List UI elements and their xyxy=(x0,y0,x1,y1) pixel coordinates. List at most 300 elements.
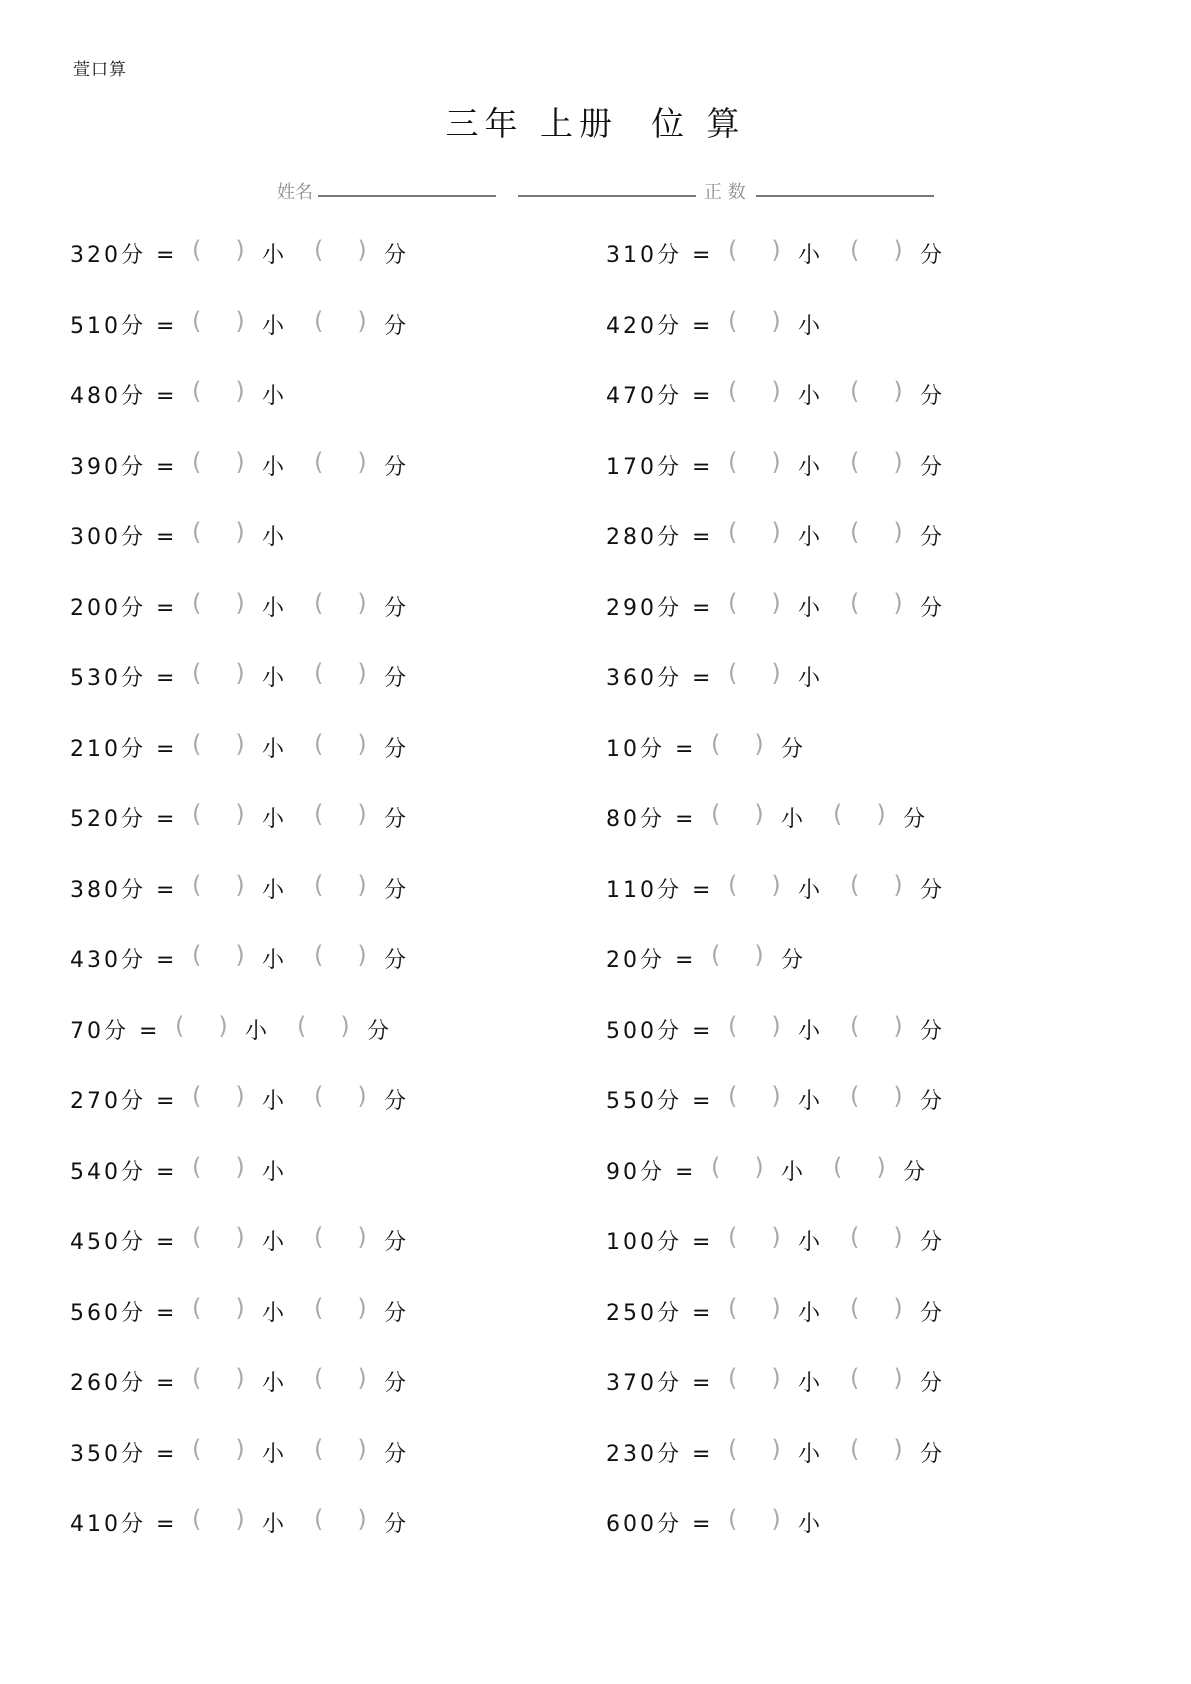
paren-close: ) xyxy=(771,1434,781,1463)
unit-minute: 分 xyxy=(384,736,407,762)
paren-close: ) xyxy=(771,1223,781,1251)
paren-close: ) xyxy=(235,1082,245,1110)
paren-close: ) xyxy=(754,941,764,969)
answer-blank[interactable] xyxy=(711,800,763,842)
answer-blank[interactable] xyxy=(728,1294,780,1336)
question-text: 320分 xyxy=(70,243,146,268)
unit-minute: 分 xyxy=(920,525,943,550)
answer-blank[interactable] xyxy=(850,236,902,278)
paren-open: ( xyxy=(850,1223,860,1251)
paren-close: ) xyxy=(893,1082,903,1110)
unit-minute: 分 xyxy=(384,454,407,480)
question-text: 100分 xyxy=(606,1230,682,1255)
paren-open: ( xyxy=(833,800,843,828)
paren-open: ( xyxy=(314,729,324,758)
answer-blank[interactable] xyxy=(850,377,902,419)
answer-blank[interactable] xyxy=(297,1012,349,1054)
answer-blank[interactable] xyxy=(728,377,780,419)
unit-hour: 小 xyxy=(798,666,821,691)
paren-open: ( xyxy=(728,870,738,899)
name-label: 姓名 xyxy=(277,182,313,203)
unit-minute: 分 xyxy=(920,1300,943,1326)
equals-sign: = xyxy=(692,1018,711,1044)
unit-hour: 小 xyxy=(262,525,285,550)
paren-close: ) xyxy=(893,1293,903,1322)
question-text: 310分 xyxy=(606,243,682,268)
paren-open: ( xyxy=(728,306,738,335)
answer-blank[interactable] xyxy=(192,1153,244,1195)
paren-open: ( xyxy=(314,236,324,264)
paren-open: ( xyxy=(297,1011,307,1040)
question-text: 420分 xyxy=(606,313,682,339)
equals-sign: = xyxy=(156,313,175,339)
paren-open: ( xyxy=(850,236,860,264)
question-text: 410分 xyxy=(70,1512,146,1537)
equals-sign: = xyxy=(692,1371,711,1396)
paren-open: ( xyxy=(728,1082,738,1110)
paren-open: ( xyxy=(850,870,860,899)
equals-sign: = xyxy=(156,1089,175,1114)
paren-open: ( xyxy=(192,800,202,828)
paren-open: ( xyxy=(314,870,324,899)
unit-minute: 分 xyxy=(920,595,943,621)
paren-open: ( xyxy=(711,800,721,828)
unit-minute: 分 xyxy=(920,1371,943,1396)
paren-open: ( xyxy=(850,1364,860,1392)
unit-hour: 小 xyxy=(262,313,285,339)
answer-blank[interactable] xyxy=(314,1364,366,1406)
answer-blank[interactable] xyxy=(314,730,366,772)
answer-blank[interactable] xyxy=(728,236,780,278)
problem-list xyxy=(0,236,1191,1566)
unit-minute: 分 xyxy=(384,1512,407,1537)
answer-blank[interactable] xyxy=(728,1505,780,1547)
answer-blank[interactable] xyxy=(850,1435,902,1477)
paren-close: ) xyxy=(357,447,367,476)
answer-blank[interactable] xyxy=(192,1505,244,1547)
answer-blank[interactable] xyxy=(314,941,366,983)
paren-close: ) xyxy=(235,1293,245,1322)
paren-open: ( xyxy=(728,1505,738,1533)
equals-sign: = xyxy=(156,1159,175,1185)
paren-open: ( xyxy=(192,377,202,405)
answer-blank[interactable] xyxy=(850,1223,902,1265)
question-text: 540分 xyxy=(70,1159,146,1185)
answer-blank[interactable] xyxy=(728,518,780,560)
paren-close: ) xyxy=(893,870,903,899)
unit-minute: 分 xyxy=(920,877,943,903)
paren-close: ) xyxy=(771,306,781,335)
question-text: 430分 xyxy=(70,948,146,973)
answer-blank[interactable] xyxy=(314,1223,366,1265)
answer-blank[interactable] xyxy=(192,659,244,701)
answer-blank[interactable] xyxy=(314,1435,366,1477)
unit-hour: 小 xyxy=(262,1441,285,1467)
answer-blank[interactable] xyxy=(314,236,366,278)
paren-open: ( xyxy=(314,1293,324,1322)
answer-blank[interactable] xyxy=(833,800,885,842)
question-text: 270分 xyxy=(70,1089,146,1114)
problem-row xyxy=(70,236,530,276)
paren-close: ) xyxy=(357,236,367,264)
equals-sign: = xyxy=(156,1512,175,1537)
question-text: 550分 xyxy=(606,1089,682,1114)
paren-open: ( xyxy=(850,1011,860,1040)
paren-close: ) xyxy=(357,1364,367,1392)
problem-row xyxy=(70,941,530,981)
unit-minute: 分 xyxy=(920,384,943,409)
problem-row xyxy=(70,871,530,911)
problem-row xyxy=(606,589,1066,629)
paren-open: ( xyxy=(728,447,738,476)
paren-close: ) xyxy=(771,377,781,405)
problem-row xyxy=(606,1012,1066,1052)
answer-blank[interactable] xyxy=(833,1153,885,1195)
unit-hour: 小 xyxy=(781,807,804,832)
problem-row xyxy=(606,1223,1066,1263)
equals-sign: = xyxy=(156,666,175,691)
answer-blank[interactable] xyxy=(850,1364,902,1406)
paren-close: ) xyxy=(235,870,245,899)
unit-hour: 小 xyxy=(262,1230,285,1255)
paren-close: ) xyxy=(235,588,245,617)
paren-open: ( xyxy=(192,588,202,617)
equals-sign: = xyxy=(156,736,175,762)
question-text: 20分 xyxy=(606,948,665,973)
problem-row xyxy=(606,307,1066,347)
problem-row xyxy=(70,377,530,417)
unit-hour: 小 xyxy=(262,384,285,409)
score-line[interactable] xyxy=(756,195,934,197)
equals-sign: = xyxy=(675,736,694,762)
paren-close: ) xyxy=(235,1364,245,1392)
question-text: 80分 xyxy=(606,807,665,832)
unit-minute: 分 xyxy=(384,313,407,339)
answer-blank[interactable] xyxy=(850,1294,902,1336)
paren-open: ( xyxy=(711,1152,721,1181)
paren-close: ) xyxy=(235,800,245,828)
paren-open: ( xyxy=(711,729,721,758)
paren-open: ( xyxy=(728,588,738,617)
answer-blank[interactable] xyxy=(850,1012,902,1054)
paren-close: ) xyxy=(218,1011,228,1040)
equals-sign: = xyxy=(675,807,694,832)
answer-blank[interactable] xyxy=(314,1294,366,1336)
paren-close: ) xyxy=(357,306,367,335)
paren-close: ) xyxy=(754,800,764,828)
question-text: 480分 xyxy=(70,384,146,409)
paren-open: ( xyxy=(192,1364,202,1392)
question-text: 90分 xyxy=(606,1159,665,1185)
equals-sign: = xyxy=(692,1230,711,1255)
answer-blank[interactable] xyxy=(314,307,366,349)
paren-open: ( xyxy=(314,1505,324,1533)
answer-blank[interactable] xyxy=(175,1012,227,1054)
answer-blank[interactable] xyxy=(192,800,244,842)
answer-blank[interactable] xyxy=(711,1153,763,1195)
question-text: 510分 xyxy=(70,313,146,339)
unit-hour: 小 xyxy=(798,525,821,550)
unit-minute: 分 xyxy=(920,1230,943,1255)
unit-minute: 分 xyxy=(384,877,407,903)
paren-close: ) xyxy=(235,659,245,687)
problem-row xyxy=(70,1082,530,1122)
paren-close: ) xyxy=(235,1223,245,1251)
problem-row xyxy=(606,1435,1066,1475)
equals-sign: = xyxy=(156,1371,175,1396)
paren-close: ) xyxy=(893,447,903,476)
unit-hour: 小 xyxy=(798,1512,821,1537)
paren-close: ) xyxy=(357,800,367,828)
answer-blank[interactable] xyxy=(192,236,244,278)
unit-hour: 小 xyxy=(798,1371,821,1396)
unit-hour: 小 xyxy=(262,1159,285,1185)
problem-row xyxy=(606,1364,1066,1404)
unit-minute: 分 xyxy=(903,1159,926,1185)
equals-sign: = xyxy=(692,1089,711,1114)
paren-close: ) xyxy=(893,588,903,617)
score-label: 正 数 xyxy=(704,182,746,203)
question-text: 520分 xyxy=(70,807,146,832)
answer-blank[interactable] xyxy=(728,1223,780,1265)
equals-sign: = xyxy=(156,877,175,903)
answer-blank[interactable] xyxy=(728,589,780,631)
unit-minute: 分 xyxy=(384,595,407,621)
paren-open: ( xyxy=(192,870,202,899)
paren-open: ( xyxy=(314,447,324,476)
unit-hour: 小 xyxy=(262,877,285,903)
problem-row xyxy=(606,1505,1066,1545)
problem-row xyxy=(606,1082,1066,1122)
answer-blank[interactable] xyxy=(728,1012,780,1054)
paren-open: ( xyxy=(192,306,202,335)
equals-sign: = xyxy=(692,666,711,691)
equals-sign: = xyxy=(692,243,711,268)
answer-blank[interactable] xyxy=(850,589,902,631)
answer-blank[interactable] xyxy=(728,871,780,913)
question-text: 230分 xyxy=(606,1441,682,1467)
paren-open: ( xyxy=(192,1082,202,1110)
answer-blank[interactable] xyxy=(192,518,244,560)
answer-blank[interactable] xyxy=(314,1082,366,1124)
name-line[interactable] xyxy=(318,195,496,197)
paren-close: ) xyxy=(235,377,245,405)
answer-blank[interactable] xyxy=(192,1364,244,1406)
equals-sign: = xyxy=(692,877,711,903)
unit-minute: 分 xyxy=(384,1441,407,1467)
paren-close: ) xyxy=(235,941,245,969)
unit-hour: 小 xyxy=(262,807,285,832)
paren-close: ) xyxy=(893,1434,903,1463)
unit-hour: 小 xyxy=(262,1512,285,1537)
paren-close: ) xyxy=(340,1011,350,1040)
problem-row xyxy=(70,448,530,488)
equals-sign: = xyxy=(675,948,694,973)
answer-blank[interactable] xyxy=(192,941,244,983)
paren-close: ) xyxy=(357,870,367,899)
paren-close: ) xyxy=(771,588,781,617)
answer-blank[interactable] xyxy=(192,1294,244,1336)
paren-close: ) xyxy=(235,1505,245,1533)
paren-close: ) xyxy=(235,447,245,476)
answer-blank[interactable] xyxy=(192,1082,244,1124)
answer-blank[interactable] xyxy=(192,1435,244,1477)
answer-blank[interactable] xyxy=(728,448,780,490)
paren-open: ( xyxy=(192,1505,202,1533)
equals-sign: = xyxy=(692,1441,711,1467)
problem-row xyxy=(606,871,1066,911)
answer-blank[interactable] xyxy=(314,589,366,631)
answer-blank[interactable] xyxy=(850,1082,902,1124)
equals-sign: = xyxy=(156,525,175,550)
question-text: 290分 xyxy=(606,595,682,621)
paren-close: ) xyxy=(893,518,903,546)
unit-hour: 小 xyxy=(262,454,285,480)
equals-sign: = xyxy=(675,1159,694,1185)
equals-sign: = xyxy=(156,1230,175,1255)
answer-blank[interactable] xyxy=(711,730,763,772)
unit-hour: 小 xyxy=(262,736,285,762)
question-text: 170分 xyxy=(606,454,682,480)
unit-hour: 小 xyxy=(262,243,285,268)
paren-open: ( xyxy=(314,1082,324,1110)
problem-row xyxy=(70,589,530,629)
answer-blank[interactable] xyxy=(314,871,366,913)
paren-close: ) xyxy=(357,588,367,617)
paren-open: ( xyxy=(175,1011,185,1040)
question-text: 210分 xyxy=(70,736,146,762)
unit-hour: 小 xyxy=(798,384,821,409)
answer-blank[interactable] xyxy=(314,659,366,701)
paren-open: ( xyxy=(314,306,324,335)
answer-blank[interactable] xyxy=(850,518,902,560)
problem-row xyxy=(70,1153,530,1193)
answer-blank[interactable] xyxy=(192,448,244,490)
unit-minute: 分 xyxy=(384,243,407,268)
answer-blank[interactable] xyxy=(192,307,244,349)
paren-close: ) xyxy=(771,1505,781,1533)
equals-sign: = xyxy=(156,243,175,268)
paren-close: ) xyxy=(235,236,245,264)
paren-close: ) xyxy=(357,1505,367,1533)
paren-close: ) xyxy=(771,236,781,264)
paren-close: ) xyxy=(771,447,781,476)
answer-blank[interactable] xyxy=(314,448,366,490)
unit-minute: 分 xyxy=(384,666,407,691)
answer-blank[interactable] xyxy=(192,871,244,913)
question-text: 600分 xyxy=(606,1512,682,1537)
question-text: 360分 xyxy=(606,666,682,691)
problem-row xyxy=(606,730,1066,770)
question-text: 470分 xyxy=(606,384,682,409)
paren-open: ( xyxy=(314,941,324,969)
unit-minute: 分 xyxy=(920,1018,943,1044)
answer-blank[interactable] xyxy=(728,1364,780,1406)
unit-hour: 小 xyxy=(798,1300,821,1326)
unit-hour: 小 xyxy=(262,948,285,973)
paren-close: ) xyxy=(754,729,764,758)
paren-open: ( xyxy=(192,1152,202,1181)
paren-open: ( xyxy=(833,1152,843,1181)
answer-blank[interactable] xyxy=(728,1082,780,1124)
paren-open: ( xyxy=(850,1434,860,1463)
unit-minute: 分 xyxy=(903,807,926,832)
unit-hour: 小 xyxy=(262,595,285,621)
equals-sign: = xyxy=(692,595,711,621)
unit-minute: 分 xyxy=(781,948,804,973)
problem-row xyxy=(606,1153,1066,1193)
unit-minute: 分 xyxy=(384,1371,407,1396)
question-text: 10分 xyxy=(606,736,665,762)
problem-row xyxy=(606,518,1066,558)
paren-close: ) xyxy=(771,1082,781,1110)
equals-sign: = xyxy=(156,384,175,409)
blank-line[interactable] xyxy=(518,195,696,197)
unit-hour: 小 xyxy=(798,243,821,268)
paren-open: ( xyxy=(314,1364,324,1392)
problem-row xyxy=(606,800,1066,840)
paren-open: ( xyxy=(728,1434,738,1463)
paren-open: ( xyxy=(850,1293,860,1322)
answer-blank[interactable] xyxy=(711,941,763,983)
paren-open: ( xyxy=(192,1434,202,1463)
unit-hour: 小 xyxy=(798,877,821,903)
paren-close: ) xyxy=(771,870,781,899)
unit-minute: 分 xyxy=(781,736,804,762)
paren-open: ( xyxy=(192,659,202,687)
answer-blank[interactable] xyxy=(314,800,366,842)
answer-blank[interactable] xyxy=(314,1505,366,1547)
answer-blank[interactable] xyxy=(192,730,244,772)
problem-row xyxy=(70,518,530,558)
question-text: 250分 xyxy=(606,1300,682,1326)
paren-open: ( xyxy=(314,1223,324,1251)
answer-blank[interactable] xyxy=(192,377,244,419)
problem-row xyxy=(606,941,1066,981)
answer-blank[interactable] xyxy=(192,1223,244,1265)
student-info-row xyxy=(0,178,1191,208)
paren-open: ( xyxy=(850,447,860,476)
answer-blank[interactable] xyxy=(728,659,780,701)
paren-close: ) xyxy=(893,377,903,405)
paren-close: ) xyxy=(771,1293,781,1322)
equals-sign: = xyxy=(156,454,175,480)
paren-close: ) xyxy=(771,659,781,687)
answer-blank[interactable] xyxy=(728,307,780,349)
paren-close: ) xyxy=(893,1364,903,1392)
paren-open: ( xyxy=(192,1293,202,1322)
paren-close: ) xyxy=(357,1293,367,1322)
equals-sign: = xyxy=(156,595,175,621)
unit-minute: 分 xyxy=(920,1441,943,1467)
paren-open: ( xyxy=(728,1011,738,1040)
unit-hour: 小 xyxy=(798,1089,821,1114)
problem-row xyxy=(70,659,530,699)
paren-close: ) xyxy=(357,729,367,758)
answer-blank[interactable] xyxy=(850,871,902,913)
question-text: 70分 xyxy=(70,1018,129,1044)
question-text: 560分 xyxy=(70,1300,146,1326)
problem-row xyxy=(70,1294,530,1334)
answer-blank[interactable] xyxy=(728,1435,780,1477)
question-text: 280分 xyxy=(606,525,682,550)
answer-blank[interactable] xyxy=(850,448,902,490)
paren-open: ( xyxy=(192,729,202,758)
answer-blank[interactable] xyxy=(192,589,244,631)
paren-close: ) xyxy=(357,941,367,969)
unit-minute: 分 xyxy=(384,1089,407,1114)
equals-sign: = xyxy=(692,313,711,339)
